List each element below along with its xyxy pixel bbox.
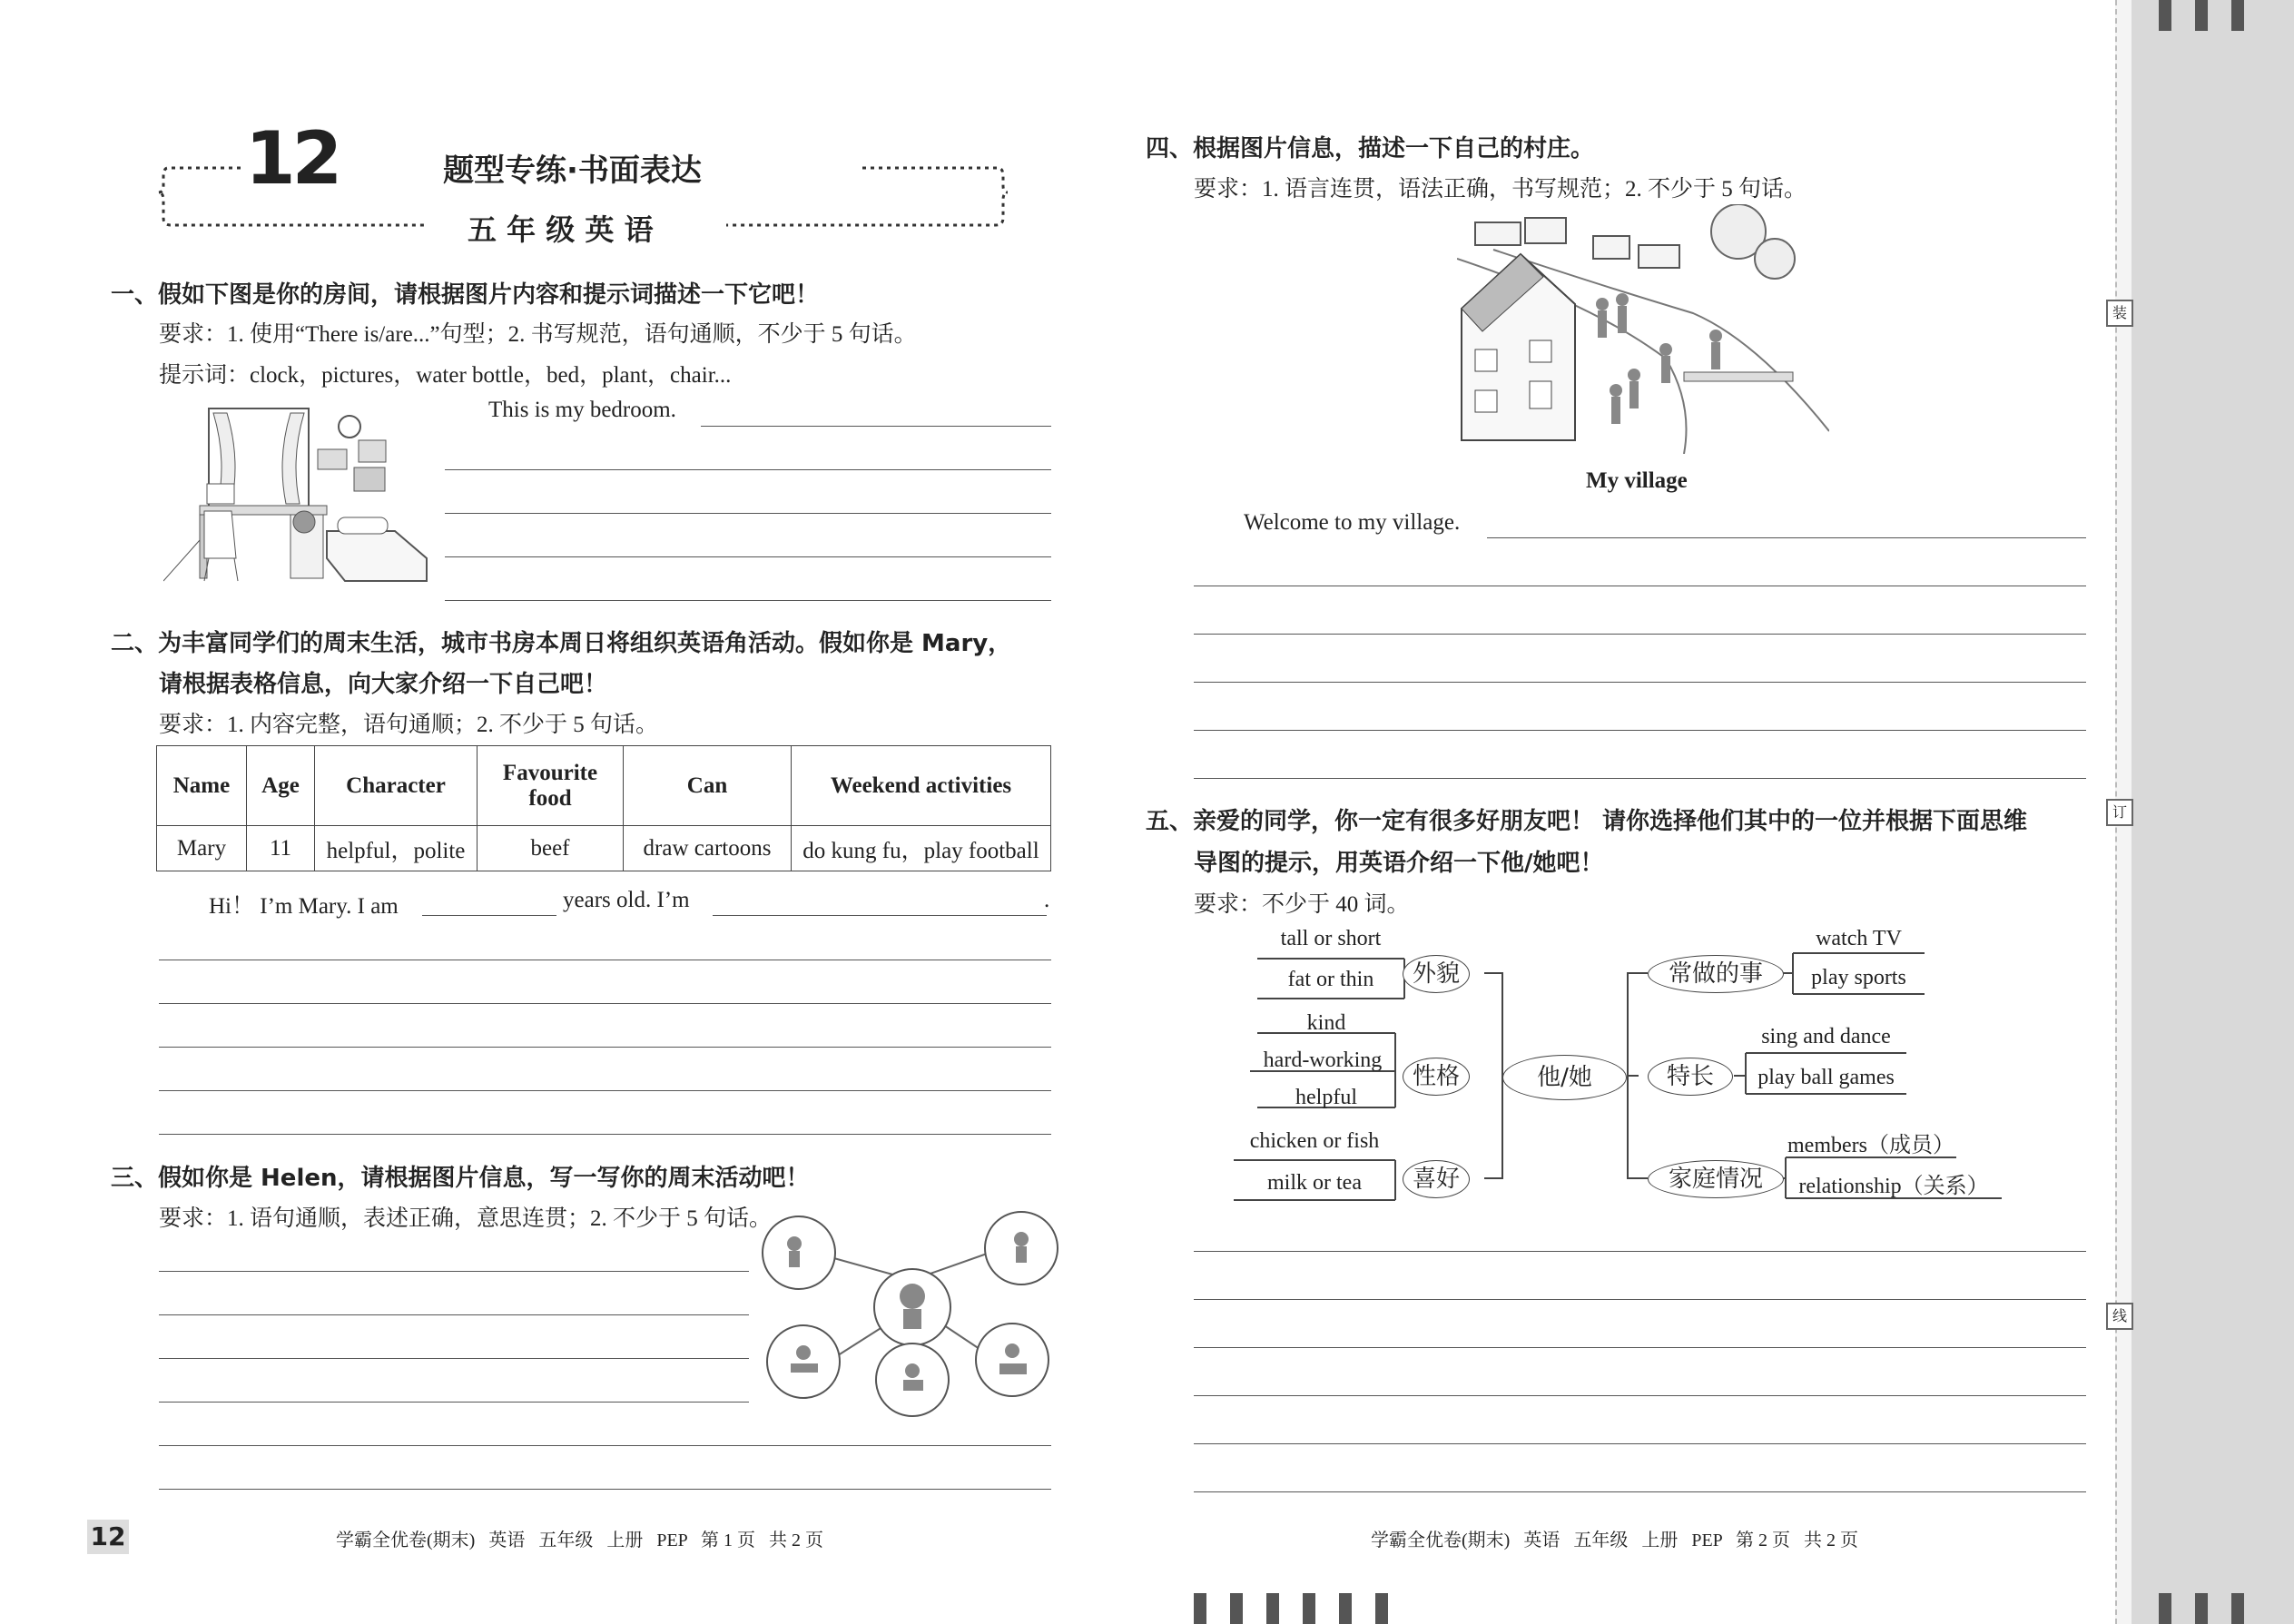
- side-strip: [2132, 0, 2294, 1624]
- footer-left: 学霸全优卷(期末) 英语 五年级 上册 PEP 第 1 页 共 2 页: [336, 1530, 824, 1550]
- mindmap-item: relationship（关系）: [1798, 1175, 1989, 1198]
- q2-start-b: years old. I’m: [563, 888, 690, 912]
- village-illustration: [1457, 204, 1829, 454]
- mindmap-node-appearance: 外貌: [1403, 955, 1470, 993]
- writing-line[interactable]: [159, 1003, 1051, 1004]
- registration-mark: [1194, 1593, 1206, 1624]
- footer-right: 学霸全优卷(期末) 英语 五年级 上册 PEP 第 2 页 共 2 页: [1371, 1530, 1859, 1550]
- writing-line[interactable]: [159, 1271, 749, 1272]
- bedroom-illustration: [163, 404, 436, 586]
- writing-line[interactable]: [159, 1134, 1051, 1135]
- mindmap-item: helpful: [1295, 1086, 1357, 1109]
- mindmap-item: sing and dance: [1761, 1025, 1891, 1048]
- writing-line[interactable]: [1194, 1443, 2086, 1444]
- registration-mark: [2195, 1593, 2208, 1624]
- table-cell: Mary: [157, 826, 247, 871]
- writing-line[interactable]: [1194, 1491, 2086, 1492]
- page-title: 题型专练·书面表达: [443, 153, 702, 189]
- registration-mark: [2159, 0, 2171, 31]
- writing-line[interactable]: [445, 600, 1051, 601]
- mindmap-node-daily: 常做的事: [1648, 955, 1784, 993]
- table-header: Character: [315, 746, 478, 826]
- writing-line[interactable]: [1194, 1299, 2086, 1300]
- writing-line[interactable]: [445, 469, 1051, 470]
- registration-mark: [2231, 1593, 2244, 1624]
- q2-title-line2: 请根据表格信息，向大家介绍一下自己吧！: [159, 671, 608, 698]
- q5-requirement: 要求：不少于 40 词。: [1194, 892, 1410, 917]
- registration-mark: [2195, 0, 2208, 31]
- q3-requirement: 要求：1. 语句通顺，表述正确，意思连贯；2. 不少于 5 句话。: [159, 1206, 773, 1231]
- page-number: 12: [87, 1520, 129, 1554]
- table-header: Weekend activities: [792, 746, 1051, 826]
- q5-title-line2: 导图的提示，用英语介绍一下他/她吧！: [1194, 850, 1604, 877]
- table-cell: draw cartoons: [624, 826, 792, 871]
- mindmap-item: members（成员）: [1787, 1134, 1954, 1157]
- weekend-activities-illustration: [758, 1207, 1067, 1425]
- mindmap-item: play ball games: [1757, 1066, 1895, 1089]
- registration-mark: [1303, 1593, 1315, 1624]
- writing-line[interactable]: [159, 1358, 749, 1359]
- mindmap-node-personality: 性格: [1403, 1058, 1470, 1096]
- q1-title: 一、假如下图是你的房间，请根据图片内容和提示词描述一下它吧！: [111, 281, 820, 309]
- mindmap-node-family: 家庭情况: [1648, 1160, 1784, 1198]
- writing-line[interactable]: [1194, 634, 2086, 635]
- mindmap-node-talents: 特长: [1648, 1058, 1733, 1096]
- table-cell: helpful，polite: [315, 826, 478, 871]
- q4-requirement: 要求：1. 语言连贯，语法正确，书写规范；2. 不少于 5 句话。: [1194, 177, 1807, 202]
- writing-line[interactable]: [1194, 730, 2086, 731]
- unit-number: 12: [245, 116, 340, 201]
- info-table: [156, 745, 1051, 871]
- table-header: Can: [624, 746, 792, 826]
- registration-mark: [1266, 1593, 1279, 1624]
- mindmap-center: 他/她: [1502, 1055, 1627, 1100]
- registration-mark: [1339, 1593, 1352, 1624]
- registration-mark: [2159, 1593, 2171, 1624]
- side-tag-xian: 线: [2106, 1303, 2133, 1330]
- page-subtitle: 五 年 级 英 语: [468, 212, 654, 247]
- q2-start-a: Hi！ I’m Mary. I am: [209, 894, 399, 919]
- registration-mark: [1375, 1593, 1388, 1624]
- writing-line[interactable]: [445, 513, 1051, 514]
- mindmap-node-likes: 喜好: [1403, 1160, 1470, 1198]
- table-cell: 11: [247, 826, 315, 871]
- writing-line[interactable]: [159, 1489, 1051, 1490]
- writing-line[interactable]: [1194, 1395, 2086, 1396]
- mindmap-item: chicken or fish: [1249, 1129, 1380, 1153]
- writing-line[interactable]: [1194, 1251, 2086, 1252]
- writing-line[interactable]: [1194, 1347, 2086, 1348]
- q4-start-text: Welcome to my village.: [1244, 510, 1461, 535]
- writing-line[interactable]: [1487, 537, 2086, 538]
- q4-title: 四、根据图片信息，描述一下自己的村庄。: [1146, 135, 1595, 162]
- mindmap-item: fat or thin: [1287, 968, 1374, 991]
- q2-start-end: .: [1044, 888, 1050, 912]
- writing-line[interactable]: [159, 1314, 749, 1315]
- q1-requirement: 要求：1. 使用“There is/are...”句型；2. 书写规范，语句通顺，不少于 5 句话。: [159, 322, 917, 347]
- mindmap-item: milk or tea: [1267, 1171, 1362, 1195]
- table-header: Favourite food: [478, 746, 624, 826]
- q1-hint: 提示词：clock，pictures，water bottle，bed，plant，chair...: [159, 363, 732, 388]
- blank-character[interactable]: [713, 915, 1047, 916]
- mindmap-item: kind: [1306, 1011, 1346, 1035]
- blank-age[interactable]: [422, 915, 556, 916]
- table-cell: beef: [478, 826, 624, 871]
- mindmap-item: hard-working: [1263, 1048, 1383, 1072]
- q5-title: 五、亲爱的同学，你一定有很多好朋友吧！ 请你选择他们其中的一位并根据下面思维: [1146, 808, 2028, 835]
- mindmap-item: play sports: [1811, 966, 1906, 989]
- side-tag-zhuang: 装: [2106, 300, 2133, 327]
- writing-line[interactable]: [445, 556, 1051, 557]
- q1-start-text: This is my bedroom.: [488, 398, 676, 422]
- q2-title: 二、为丰富同学们的周末生活，城市书房本周日将组织英语角活动。假如你是 Mary，: [111, 630, 1012, 657]
- writing-line[interactable]: [1194, 778, 2086, 779]
- q2-requirement: 要求：1. 内容完整，语句通顺；2. 不少于 5 句话。: [159, 713, 659, 737]
- mindmap-item: tall or short: [1280, 927, 1382, 950]
- table-header: Age: [247, 746, 315, 826]
- q4-caption: My village: [1586, 468, 1688, 493]
- writing-line[interactable]: [1194, 682, 2086, 683]
- writing-line[interactable]: [159, 1445, 1051, 1446]
- mindmap-item: watch TV: [1816, 927, 1902, 950]
- writing-line[interactable]: [701, 426, 1051, 427]
- registration-mark: [2231, 0, 2244, 31]
- registration-mark: [1230, 1593, 1243, 1624]
- side-tag-ding: 订: [2106, 799, 2133, 826]
- table-cell: do kung fu，play football: [792, 826, 1051, 871]
- table-header: Name: [157, 746, 247, 826]
- writing-line[interactable]: [159, 1090, 1051, 1091]
- q3-title: 三、假如你是 Helen，请根据图片信息，写一写你的周末活动吧！: [111, 1165, 810, 1192]
- writing-line[interactable]: [159, 1402, 749, 1403]
- writing-line[interactable]: [159, 1047, 1051, 1048]
